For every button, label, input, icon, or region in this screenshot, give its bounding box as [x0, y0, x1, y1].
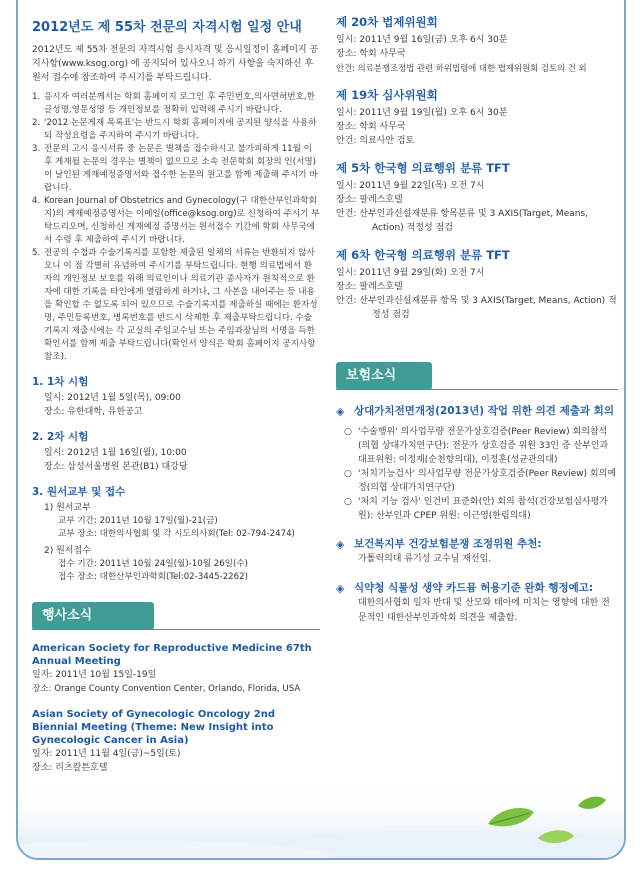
notice-intro: 2012년도 제 55차 전문의 자격시험 응시자격 및 응시일정이 홈페이지 공지사항(www.ksog.org) 에 공지되어 있사오니 하기 사항을 숙지하신 후 원서 접수에 참조하여 주시기를 부탁드립니다.	[32, 45, 319, 83]
meeting-place: 장소: 팔레스호텔	[336, 282, 403, 292]
meeting-date: 일시: 2011년 9월 19일(월) 오후 6시 30분	[336, 108, 508, 118]
term-item: 4. Korean Journal of Obstetrics and Gynecology(구 대한산부인과학회지)의 게재예정증명서는 이메일(office@ksog.org)로 신청하여 주시기 부탁드리오며, 신청하신 게재예정 증명서는 원서접수 기간에 학회 사무국에서 수령 후 제출하여 주시기 바랍니다.	[32, 196, 320, 245]
exam3-title: 3. 원서교부 및 접수	[32, 486, 126, 498]
insurance-item-title: ◈ 식약청 식물성 생약 카드뮴 허용기준 완화 행정예고:	[336, 582, 594, 595]
meeting-title: 제 19차 심사위원회	[336, 88, 438, 102]
term-item: 3. 전문의 고시 응시서류 중 논문은 별책을 접수하시고 불가피하게 11월 이후 게재될 논문의 경우는 별책이 없으므로 소속 전문학회 회장의 인(서명)이 날인된 게재예정증명서와 접수한 논문의 원고를 함께 제출해 주시기 바랍니다.	[32, 144, 318, 193]
meeting-agenda: 안건: 산부인과신설재분류 항목분류 및 3 AXIS(Target, Means, Action) 적정성 점검	[336, 209, 589, 233]
event-title: American Society for Reproductive Medicine 67th Annual Meeting	[32, 643, 312, 667]
insurance-bullets	[336, 425, 618, 523]
meeting-date: 일시: 2011년 9월 22일(목) 오전 7시	[336, 181, 485, 191]
circle-bullet-icon: ○	[344, 469, 352, 479]
page-frame	[16, 0, 626, 860]
right-column	[336, 0, 618, 626]
event-place: 장소: 리츠칼튼호텔	[32, 763, 108, 773]
exam2-date: 일시: 2012년 1월 16일(월), 10:00	[44, 448, 187, 458]
exam1-title: 1. 1차 시험	[32, 376, 89, 388]
meeting-date: 일시: 2011년 9월 16일(금) 오후 6시 30분	[336, 35, 508, 45]
events-banner: 행사소식	[32, 602, 154, 630]
insurance-item-text: 대한의사협회 일차 반대 및 산모와 태아에 미치는 영향에 대한 전문적인 대한산부인과학회 의견을 제출함.	[358, 598, 610, 623]
receipt-label: 2) 원서접수	[44, 546, 91, 556]
bullet-item: ○ '수술행위' 의사업무량 전문가상호검증(Peer Review) 회의참석(의협 상대가치연구단): 전문가 상호검증 위원 33인 중 산부인과 대표위원: 이정재(순천향의대), 이정훈(성균관의대)	[344, 427, 609, 465]
insurance-banner-row	[336, 362, 618, 390]
notice-terms	[32, 91, 320, 364]
receipt-place: 접수 장소: 대한산부인과학회(Tel:02-3445-2262)	[58, 572, 248, 582]
meeting-place: 장소: 학회 사무국	[336, 49, 406, 59]
issue-place: 교부 장소: 대한의사협회 및 각 시도의사회(Tel: 02-794-2474)	[58, 529, 295, 539]
insurance-item-text: 가톨릭의대 류기성 교수님 재선임.	[358, 554, 492, 564]
issue-label: 1) 원서교부	[44, 503, 91, 513]
bullet-item: ○ '처치기능검사' 의사업무량 전문가상호검증(Peer Review) 회의예정(의협 상대가치연구단)	[344, 469, 616, 493]
meeting-agenda: 안건: 산부인과신설재분류 항목 및 3 AXIS(Target, Means, Action) 적정성 점검	[336, 296, 617, 320]
term-item: 1. 응시자 여러분께서는 학회 홈페이지 로그인 후 주민번호,의사면허번호,한글성명,영문성명 등 개인정보를 정확히 입력해 주시기 바랍니다.	[32, 92, 315, 115]
insurance-banner: 보험소식	[336, 362, 432, 390]
exam1-date: 일시: 2012년 1월 5일(목), 09:00	[44, 393, 181, 403]
meeting-title: 제 5차 한국형 의료행위 분류 TFT	[336, 161, 510, 175]
diamond-icon: ◈	[336, 582, 345, 595]
meeting-title: 제 20차 법제위원회	[336, 15, 438, 29]
meeting-place: 장소: 학회 사무국	[336, 122, 406, 132]
event-place: 장소: Orange County Convention Center, Orlando, Florida, USA	[32, 684, 301, 694]
meeting-title: 제 6차 한국형 의료행위 분류 TFT	[336, 248, 510, 262]
event-date: 일자: 2011년 11월 4일(금)~5일(토)	[32, 749, 181, 759]
circle-bullet-icon: ○	[344, 497, 352, 507]
exam1-place: 장소: 유한대학, 유한공고	[44, 407, 143, 417]
meeting-date: 일시: 2011년 9월 29일(화) 오전 7시	[336, 268, 485, 278]
event-date: 일자: 2011년 10월 15일-19일	[32, 670, 157, 680]
exam2-title: 2. 2차 시험	[32, 431, 89, 443]
meeting-agenda: 안건: 의료사안 검토	[336, 136, 415, 146]
notice-title: 2012년도 제 55차 전문의 자격시험 일정 안내	[32, 20, 302, 35]
term-item: 2. '2012 논문게재 목록표'는 반드시 학회 홈페이지에 공지된 양식을 사용하되 작성요령을 주지하여 주시기 바랍니다.	[32, 118, 317, 141]
decorative-leaves-background	[18, 778, 624, 858]
events-banner-row	[32, 602, 320, 630]
meeting-agenda: 안건: 의료분쟁조정법 관련 하위법령에 대한 법제위원회 검토의 건 외	[336, 63, 587, 73]
term-item: 5. 전공의 수첩과 수술기록지를 포함한 제출된 일체의 서류는 반환되지 않사오니 이 점 각별히 유념하여 주시기를 부탁드립니다. 현행 의료법에서 환자의 개인정보 보호를 위해 의료인이나 의료기관 종사자가 원칙적으로 환자에 대한 기록을 타인에게 열람하게 하거나, 그 사본을 내어주는 등 내용을 확인할 수 없도록 되어 있으므로 수술기록지를 제출하실 때에는 환자성명, 주민등록번호, 병록번호를 반드시 삭제한 후 제출부탁드립니다. 수술기록지 제출시에는 각 교실의 주임교수님 또는 주임과장님의 서명을 득한 확인서를 함께 제출 부탁드립니다(확인서 양식은 학회 홈페이지 공지사항 참조).	[32, 248, 318, 362]
receipt-period: 접수 기간: 2011년 10월 24일(월)-10월 26일(수)	[58, 559, 248, 569]
insurance-item-title: ◈ 상대가치전면개정(2013년) 작업 위한 의견 제출과 회의	[336, 405, 614, 418]
insurance-item-title: ◈ 보건복지부 건강보험분쟁 조정위원 추천:	[336, 538, 542, 551]
left-column	[32, 0, 320, 775]
bullet-item: ○ '처치 기능 검사' 인건비 표준화(안) 회의 참석(건강보험심사평가원): 산부인과 CPEP 위원: 이근영(한림의대)	[344, 497, 608, 521]
exam2-place: 장소: 삼성서울병원 본관(B1) 대강당	[44, 462, 188, 472]
issue-period: 교부 기간: 2011년 10월 17일(월)-21(금)	[58, 516, 218, 526]
diamond-icon: ◈	[336, 538, 345, 551]
event-title: Asian Society of Gynecologic Oncology 2nd Biennial Meeting (Theme: New Insight into Gynecologic Cancer in Asia)	[32, 709, 275, 746]
diamond-icon: ◈	[336, 405, 345, 418]
meeting-place: 장소: 팔레스호텔	[336, 195, 403, 205]
circle-bullet-icon: ○	[344, 427, 352, 437]
